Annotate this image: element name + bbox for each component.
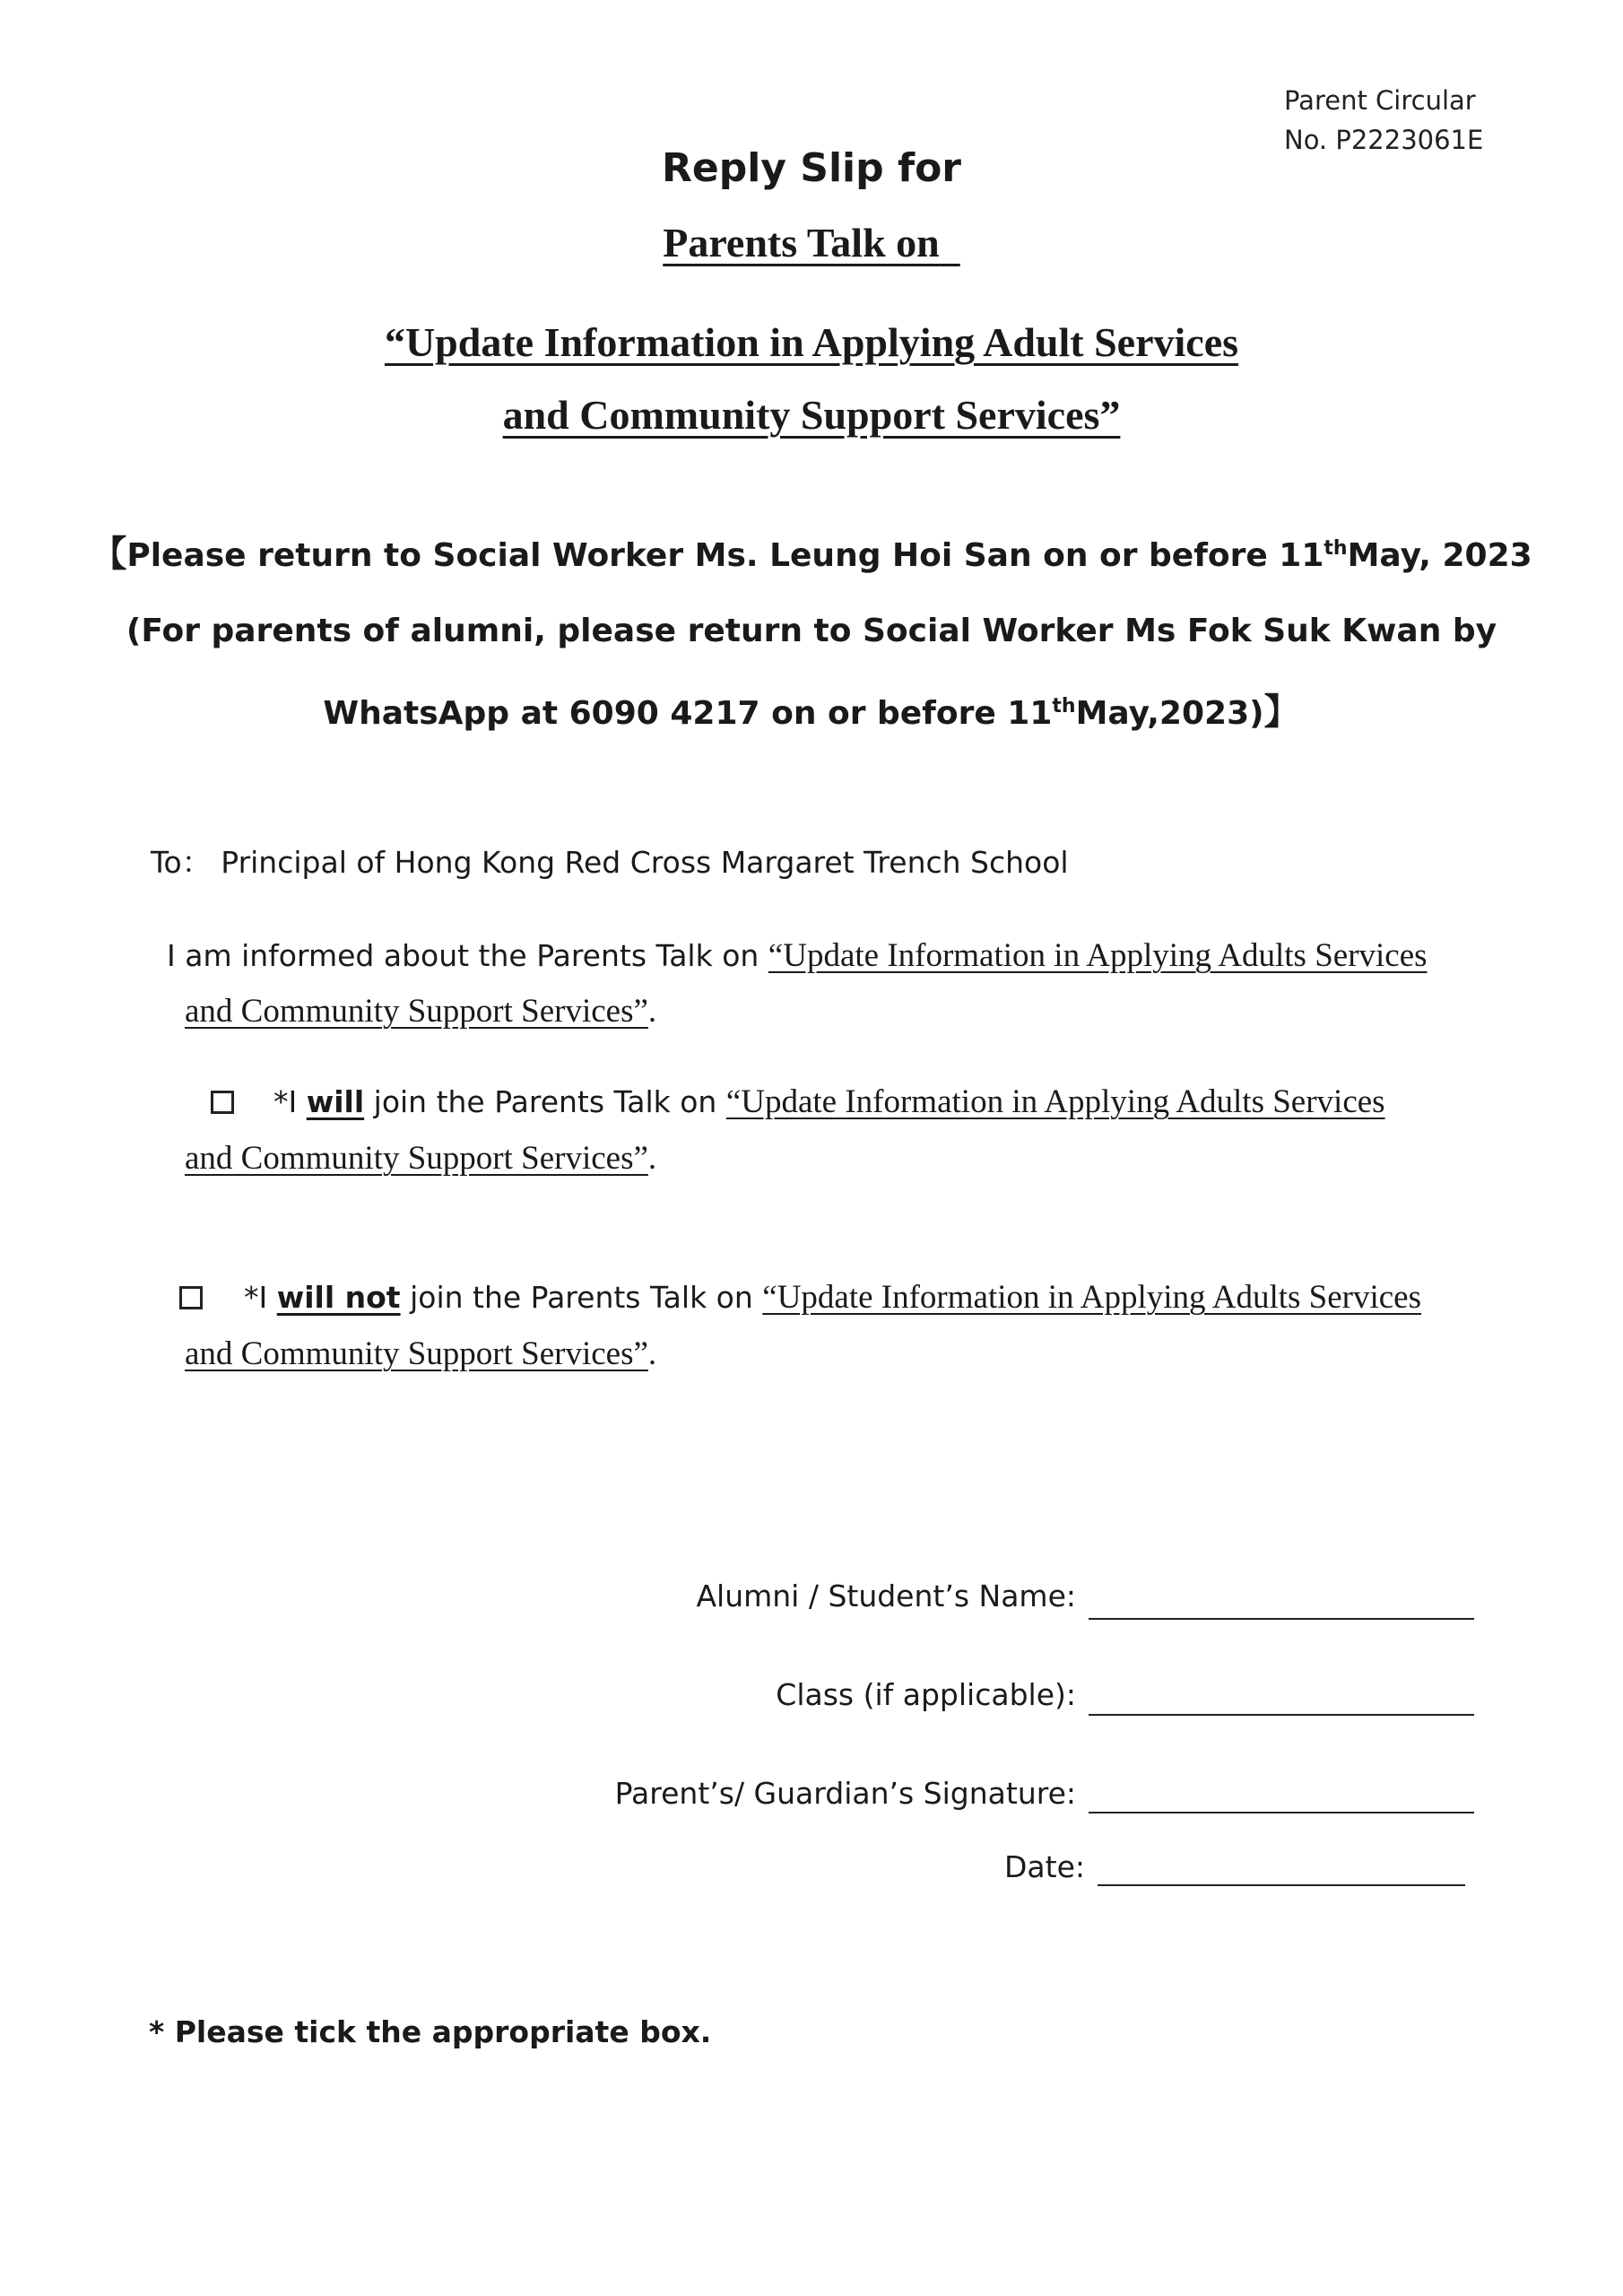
to-recipient: Principal of Hong Kong Red Cross Margaret Trench School <box>221 845 1069 880</box>
will-join-topic-line-1: “Update Information in Applying Adults Services <box>725 1083 1385 1120</box>
class-label: Class (if applicable): <box>776 1677 1076 1712</box>
informed-topic-line-1: “Update Information in Applying Adults Services <box>768 937 1428 974</box>
notice-line-3-sup: th <box>1052 695 1076 718</box>
will-join-option-cont <box>185 1139 656 1178</box>
notice-line-3-text: WhatsApp at 6090 4217 on or before 11 <box>323 695 1053 732</box>
title-parents-talk-text: Parents Talk on <box>663 220 940 265</box>
notice-line-3-date: May,2023) <box>1075 695 1264 732</box>
title-parents-talk <box>0 219 1623 266</box>
title-topic-line-1-text: “Update Information in Applying Adult Services <box>384 319 1239 365</box>
will-not-join-option <box>244 1278 1421 1317</box>
name-label: Alumni / Student’s Name: <box>696 1578 1076 1613</box>
will-not-join-topic-line-1: “Update Information in Applying Adults Services <box>762 1279 1422 1316</box>
circular-line-1: Parent Circular <box>1284 85 1476 116</box>
will-not-join-keyword: will not <box>276 1280 401 1315</box>
will-join-checkbox[interactable] <box>211 1091 234 1114</box>
will-join-keyword: will <box>306 1084 365 1119</box>
close-bracket: 】 <box>1263 691 1300 733</box>
will-join-option <box>273 1083 1385 1121</box>
title-topic-line-2-text: and Community Support Services” <box>502 392 1121 438</box>
open-bracket: 【 <box>91 534 127 575</box>
notice-line-2: (For parents of alumni, please return to Social Worker Ms Fok Suk Kwan by <box>126 613 1497 649</box>
informed-prefix: I am informed about the Parents Talk on <box>167 938 768 973</box>
will-join-end: . <box>647 1140 657 1177</box>
date-field[interactable] <box>1098 1884 1465 1886</box>
informed-topic-line-2: and Community Support Services” <box>185 993 648 1030</box>
will-join-post: join the Parents Talk on <box>364 1084 726 1119</box>
will-join-pre: *I <box>273 1084 307 1119</box>
notice-line-3 <box>0 669 1623 752</box>
notice-line-1-sup: th <box>1324 537 1348 560</box>
notice-line-1 <box>0 511 1623 594</box>
will-not-join-post: join the Parents Talk on <box>400 1280 763 1315</box>
will-not-join-option-cont <box>185 1335 656 1373</box>
signature-label: Parent’s/ Guardian’s Signature: <box>614 1776 1076 1811</box>
informed-end: . <box>647 993 657 1030</box>
title-reply-slip: Reply Slip for <box>661 145 962 191</box>
will-not-join-end: . <box>647 1335 657 1372</box>
title-topic-line-1 <box>0 318 1623 366</box>
signature-field[interactable] <box>1089 1812 1474 1813</box>
name-field[interactable] <box>1089 1618 1474 1620</box>
will-join-topic-line-2: and Community Support Services” <box>185 1140 648 1177</box>
informed-statement <box>167 936 1428 975</box>
footnote: * Please tick the appropriate box. <box>149 2014 712 2049</box>
date-label: Date: <box>1004 1849 1085 1884</box>
to-line <box>151 839 1069 882</box>
notice-line-1-text: Please return to Social Worker Ms. Leung Hoi San on or before 11 <box>126 537 1324 574</box>
notice-line-1-date: May, 2023 <box>1347 537 1532 574</box>
informed-statement-cont <box>185 992 656 1031</box>
will-not-join-checkbox[interactable] <box>179 1286 203 1309</box>
return-notice <box>0 511 1623 752</box>
class-field[interactable] <box>1089 1714 1474 1716</box>
title-topic-line-2 <box>0 391 1623 439</box>
circular-line-2: No. P2223061E <box>1284 125 1484 155</box>
will-not-join-topic-line-2: and Community Support Services” <box>185 1335 648 1372</box>
to-prefix: To： <box>151 845 212 880</box>
will-not-join-pre: *I <box>244 1280 277 1315</box>
